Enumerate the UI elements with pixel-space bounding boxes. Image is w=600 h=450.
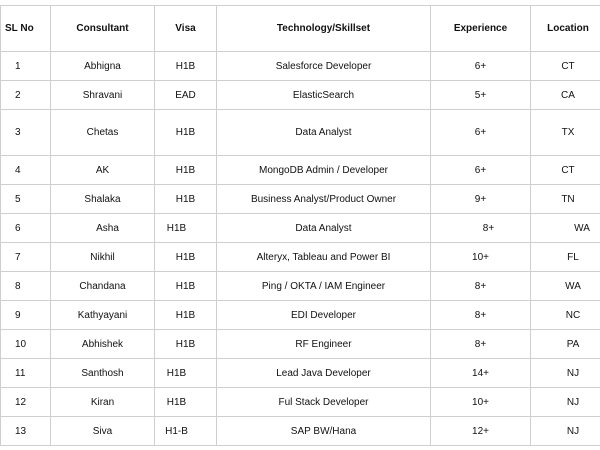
cell-experience: 6+ bbox=[431, 156, 531, 185]
cell-experience: 8+ bbox=[431, 272, 531, 301]
cell-consultant: Santhosh bbox=[51, 359, 155, 388]
cell-consultant: Chetas bbox=[51, 110, 155, 156]
cell-technology: Data Analyst bbox=[217, 110, 431, 156]
cell-technology: Data Analyst bbox=[217, 214, 431, 243]
cell-technology: Alteryx, Tableau and Power BI bbox=[217, 243, 431, 272]
cell-sl-no: 12 bbox=[1, 388, 51, 417]
cell-location: WA bbox=[531, 214, 600, 243]
cell-consultant: Asha bbox=[51, 214, 155, 243]
cell-sl-no: 2 bbox=[1, 81, 51, 110]
cell-technology: ElasticSearch bbox=[217, 81, 431, 110]
cell-visa: H1B bbox=[155, 301, 217, 330]
cell-location: NJ bbox=[531, 417, 600, 446]
cell-location: NJ bbox=[531, 359, 600, 388]
cell-visa: H1B bbox=[155, 359, 217, 388]
cell-sl-no: 7 bbox=[1, 243, 51, 272]
cell-visa: H1B bbox=[155, 185, 217, 214]
cell-location: WA bbox=[531, 272, 600, 301]
cell-location: PA bbox=[531, 330, 600, 359]
table-row bbox=[1, 359, 600, 388]
cell-consultant: Shalaka bbox=[51, 185, 155, 214]
table-row bbox=[1, 156, 600, 185]
table-row bbox=[1, 272, 600, 301]
cell-visa: H1B bbox=[155, 272, 217, 301]
cell-visa: H1B bbox=[155, 214, 217, 243]
header-consultant: Consultant bbox=[51, 6, 155, 52]
cell-location: NJ bbox=[531, 388, 600, 417]
cell-visa: H1B bbox=[155, 110, 217, 156]
consultants-table bbox=[0, 5, 600, 446]
header-location: Location bbox=[531, 6, 600, 52]
cell-technology: RF Engineer bbox=[217, 330, 431, 359]
cell-technology: SAP BW/Hana bbox=[217, 417, 431, 446]
table-row bbox=[1, 388, 600, 417]
cell-experience: 6+ bbox=[431, 52, 531, 81]
cell-technology: Business Analyst/Product Owner bbox=[217, 185, 431, 214]
cell-location: CT bbox=[531, 156, 600, 185]
header-visa: Visa bbox=[155, 6, 217, 52]
cell-technology: Lead Java Developer bbox=[217, 359, 431, 388]
cell-location: TN bbox=[531, 185, 600, 214]
cell-location: CT bbox=[531, 52, 600, 81]
cell-consultant: AK bbox=[51, 156, 155, 185]
cell-consultant: Siva bbox=[51, 417, 155, 446]
cell-technology: Ping / OKTA / IAM Engineer bbox=[217, 272, 431, 301]
table-row bbox=[1, 110, 600, 156]
cell-visa: H1B bbox=[155, 52, 217, 81]
cell-sl-no: 8 bbox=[1, 272, 51, 301]
cell-location: FL bbox=[531, 243, 600, 272]
table-row bbox=[1, 52, 600, 81]
cell-experience: 8+ bbox=[431, 330, 531, 359]
cell-sl-no: 1 bbox=[1, 52, 51, 81]
cell-experience: 9+ bbox=[431, 185, 531, 214]
cell-visa: EAD bbox=[155, 81, 217, 110]
cell-sl-no: 3 bbox=[1, 110, 51, 156]
cell-sl-no: 4 bbox=[1, 156, 51, 185]
cell-technology: Ful Stack Developer bbox=[217, 388, 431, 417]
cell-consultant: Abhishek bbox=[51, 330, 155, 359]
cell-visa: H1B bbox=[155, 330, 217, 359]
cell-sl-no: 9 bbox=[1, 301, 51, 330]
cell-experience: 8+ bbox=[431, 301, 531, 330]
cell-consultant: Kathyayani bbox=[51, 301, 155, 330]
table-row bbox=[1, 81, 600, 110]
header-row bbox=[1, 6, 600, 52]
header-technology: Technology/Skillset bbox=[217, 6, 431, 52]
cell-technology: Salesforce Developer bbox=[217, 52, 431, 81]
cell-visa: H1B bbox=[155, 243, 217, 272]
cell-consultant: Abhigna bbox=[51, 52, 155, 81]
cell-visa: H1B bbox=[155, 388, 217, 417]
cell-location: CA bbox=[531, 81, 600, 110]
cell-experience: 12+ bbox=[431, 417, 531, 446]
table-row bbox=[1, 185, 600, 214]
cell-experience: 6+ bbox=[431, 110, 531, 156]
cell-technology: MongoDB Admin / Developer bbox=[217, 156, 431, 185]
cell-technology: EDI Developer bbox=[217, 301, 431, 330]
cell-sl-no: 11 bbox=[1, 359, 51, 388]
table-row bbox=[1, 243, 600, 272]
cell-sl-no: 6 bbox=[1, 214, 51, 243]
cell-location: TX bbox=[531, 110, 600, 156]
cell-visa: H1-B bbox=[155, 417, 217, 446]
cell-experience: 14+ bbox=[431, 359, 531, 388]
cell-experience: 10+ bbox=[431, 388, 531, 417]
header-sl-no: SL No bbox=[1, 6, 51, 52]
cell-consultant: Kiran bbox=[51, 388, 155, 417]
cell-sl-no: 10 bbox=[1, 330, 51, 359]
cell-sl-no: 13 bbox=[1, 417, 51, 446]
cell-consultant: Chandana bbox=[51, 272, 155, 301]
cell-consultant: Nikhil bbox=[51, 243, 155, 272]
table-row bbox=[1, 301, 600, 330]
cell-experience: 10+ bbox=[431, 243, 531, 272]
cell-experience: 8+ bbox=[431, 214, 531, 243]
cell-consultant: Shravani bbox=[51, 81, 155, 110]
cell-visa: H1B bbox=[155, 156, 217, 185]
header-experience: Experience bbox=[431, 6, 531, 52]
cell-experience: 5+ bbox=[431, 81, 531, 110]
table-row bbox=[1, 214, 600, 243]
cell-location: NC bbox=[531, 301, 600, 330]
table-row bbox=[1, 417, 600, 446]
table-row bbox=[1, 330, 600, 359]
cell-sl-no: 5 bbox=[1, 185, 51, 214]
